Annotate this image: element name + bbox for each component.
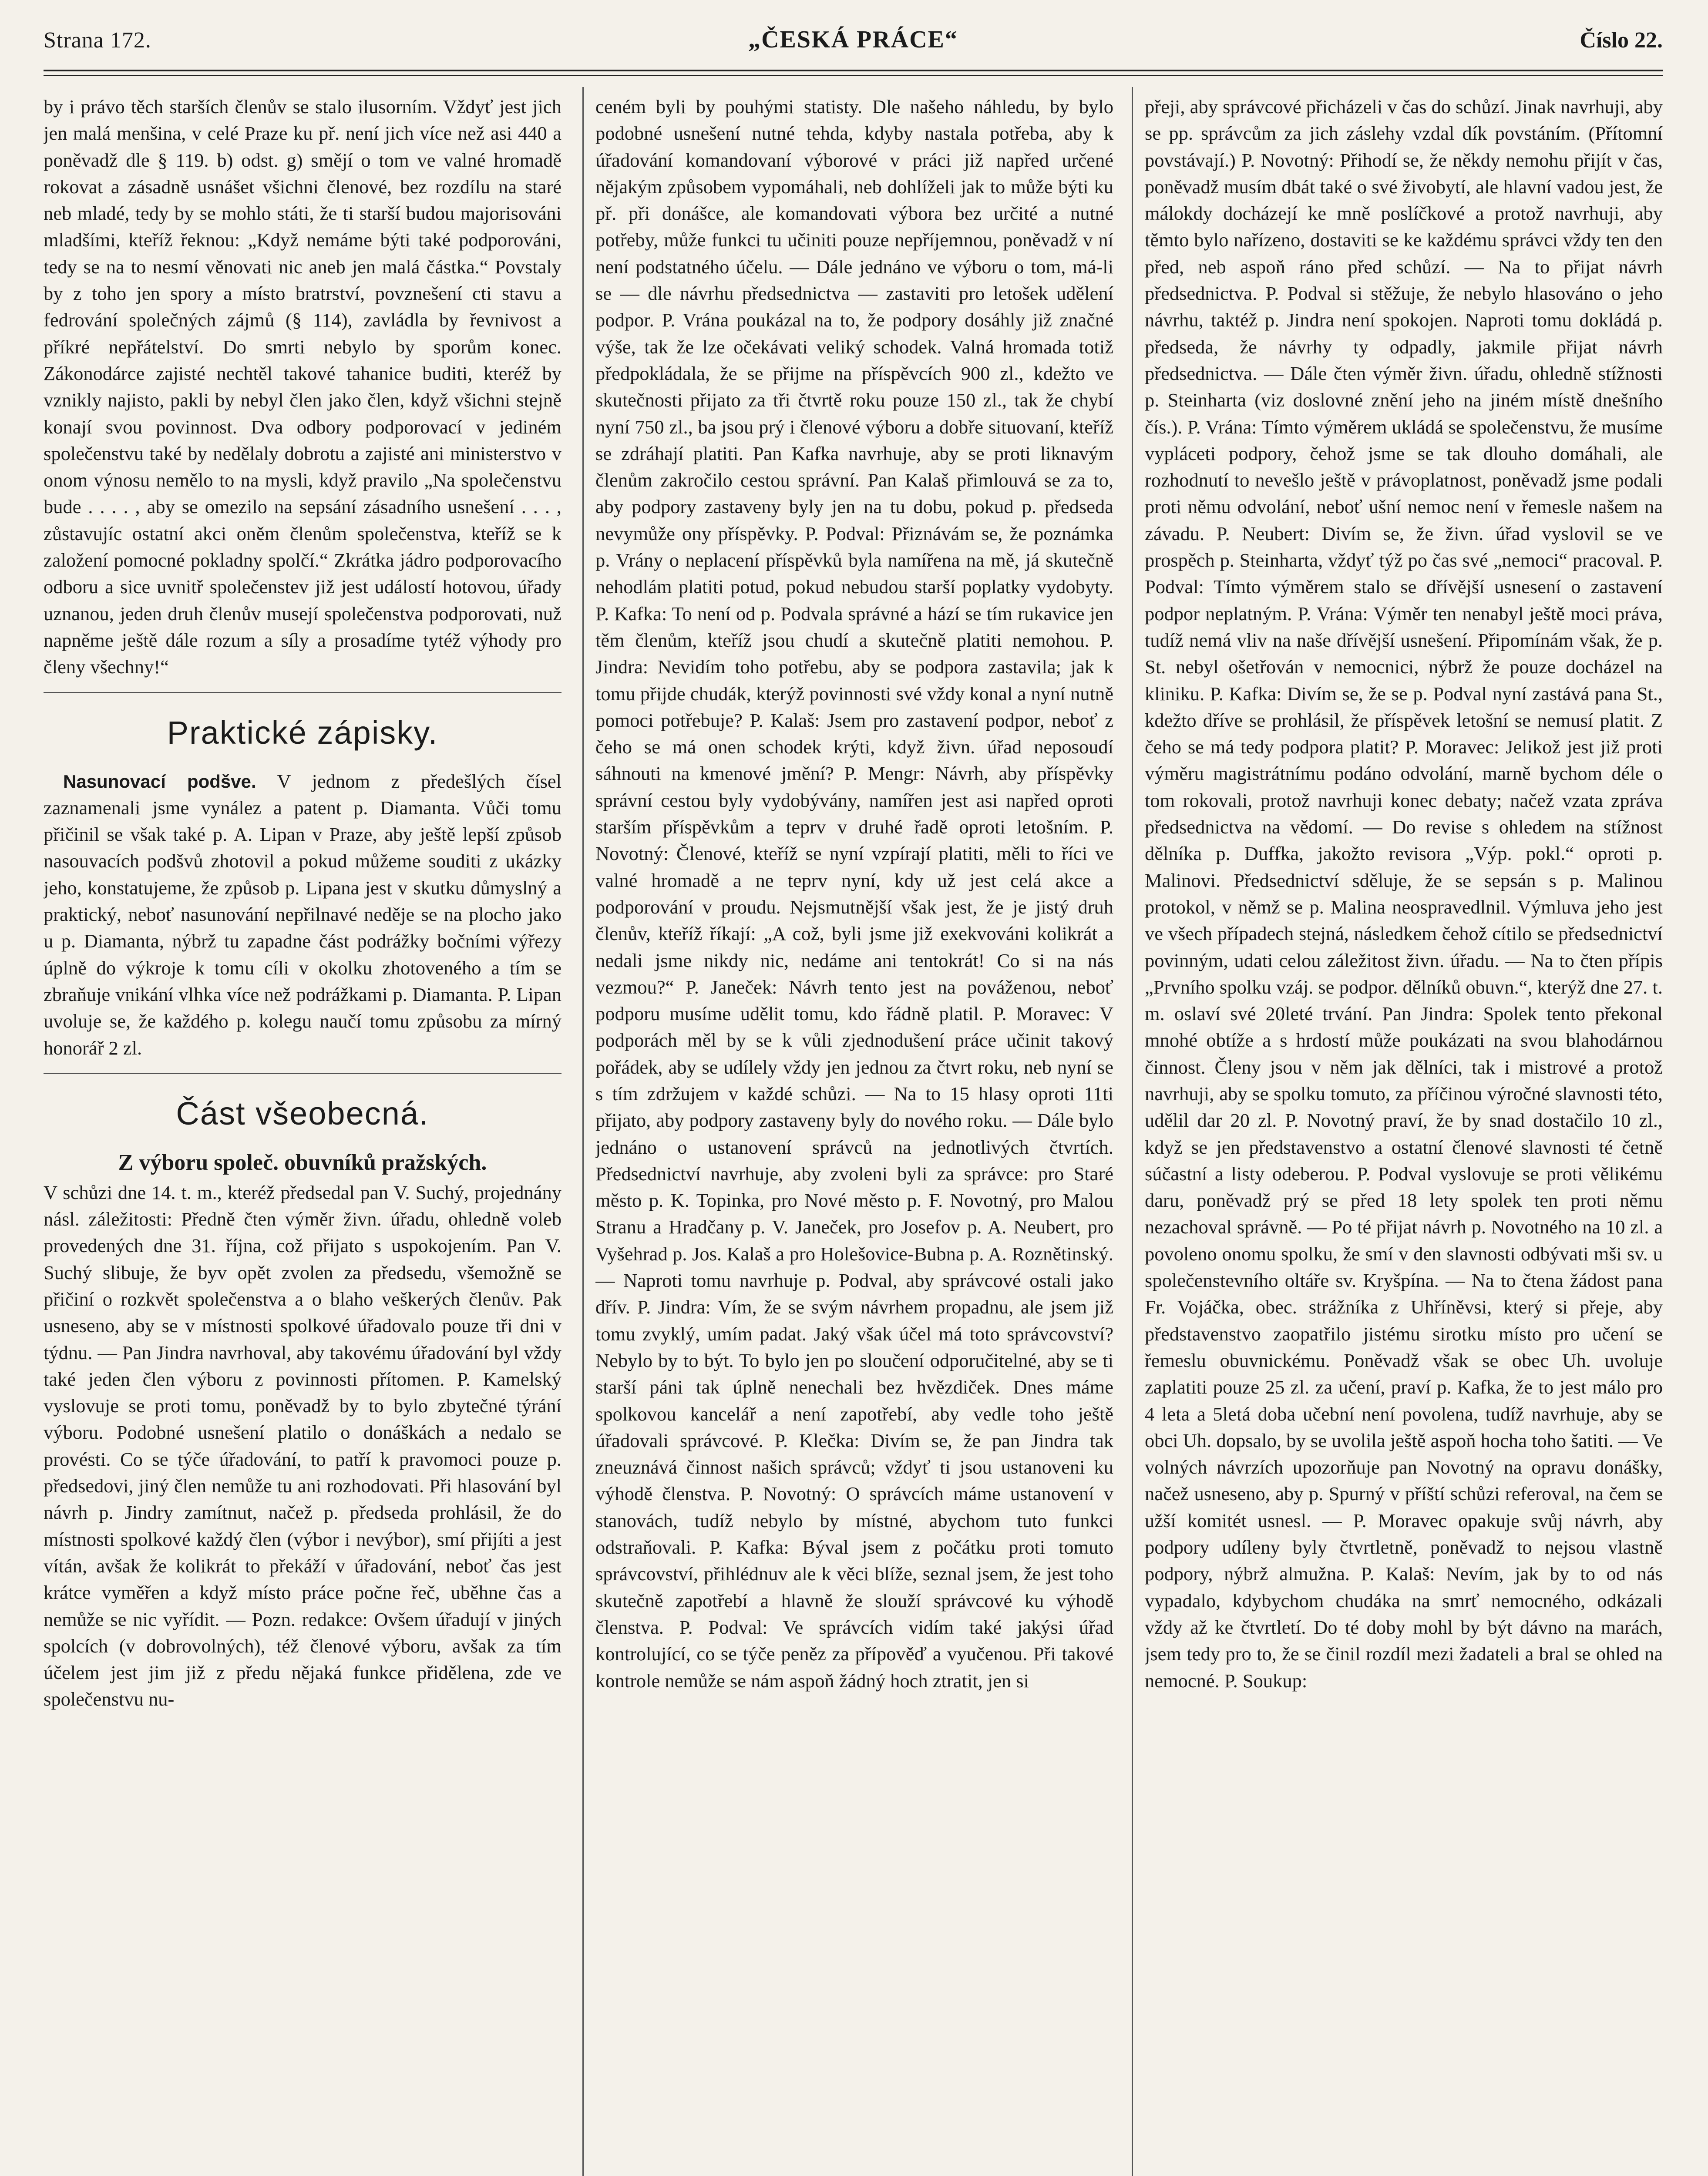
header-rule-thick	[44, 70, 1663, 71]
report-subtitle: Z výboru společ. obuvníků pražských.	[118, 1150, 487, 1175]
section-divider	[44, 692, 561, 693]
section-divider	[44, 1073, 561, 1074]
report-paragraph: V schůzi dne 14. t. m., kteréž předsedal pan V. Suchý, projednány násl. záležitosti: Předně čten výměr živn. úřadu, ohledně voleb provedených dne 31. října, což přijato s uspokojením. Pan V. Suchý slibuje, že byv opět zvolen za předsedu, všemožně se přičiní o rozkvět společenstva a o blaho veškerých členův. Pak usneseno, aby se v místnosti spolkové úřadovalo pouze tři dni v týdnu. — Pan Jindra navrhoval, aby takovému úřadování byl vždy také jeden člen výboru z povinnosti přítomen. P. Kamelský vyslovuje se proti tomu, poněvadž by to bylo zbytečné týrání výboru. Podobné usnešení platilo o donáškách a nedalo se provésti. Co se týče úřadování, to patří k pravomoci pouze p. předsedovi, jiný člen nemůže tu ani rozhodovati. Při hlasování byl návrh p. Jindry zamítnut, načež p. předseda prohlásil, že do místnosti spolkové každý člen (výbor i nevýbor), smí přijíti a jest vítán, avšak že kolikrát to překáží v úřadování, neboť čas jest krátce vyměřen a když místo práce počne řeč, uběhne čas a nemůže se nic vyřídit. — Pozn. redakce: Ovšem úřadují v jiných spolcích (v dobrovolných), též členové výboru, avšak za tím účelem jest jim již z předu nějaká funkce přidělena, zde ve společenstvu nu-	[44, 1181, 561, 1710]
report-continuation: přeji, aby správcové přicházeli v čas do schůzí. Jinak navrhuji, aby se pp. správcům za jich záslehy vzdal dík povstáním. (Přítomní povstávají.) P. Novotný: Přihodí se, že někdy nemohu přijít v čas, poněvadž musím dbát také o své živobytí, ale hlavní vadou jest, že málokdy docházejí ke mně poslíčkové a protož navrhuji, aby těmto bylo nařízeno, dostaviti se ke každému správci vždy ten den před, neb aspoň ráno před schůzí. — Na to přijat návrh předsednictva. P. Podval si stěžuje, že nebylo hlasováno o jeho návrhu, taktéž p. Jindra není spokojen. Naproti tomu dokládá p. předseda, že návrhy ty odpadly, jakmile přijat návrh předsednictva. — Dále čten výměr živn. úřadu, ohledně stížnosti p. Steinharta (viz doslovné znění jeho na jiném místě dnešního čís.). P. Vrána: Tímto výměrem ukládá se společenstvu, že musíme vypláceti podpory, čehož jsme se tak dlouho domáhali, ale rozhodnutí to nevešlo ještě v právoplatnost, poněvadž jsme podali proti němu odvolání, neboť ušní nemoc není v řemesle našem na závadu. P. Neubert: Divím se, že živn. úřad vyslovil se ve prospěch p. Steinharta, vždyť týž po čas své „nemoci“ pracoval. P. Podval: Tímto výměrem stalo se dřívější usnesení o zastavení podpor neplatným. P. Vrána: Výměr ten nenabyl ještě moci práva, tudíž nemá vliv na naše dřívější usnešení. Připomínám však, že p. St. nebyl ošetřován v nemocnici, nýbrž že pouze docházel na kliniku. P. Kafka: Divím se, že se p. Podval nyní zastává pana St., kdežto dříve se prohlásil, že příspěvek letošní se nemusí platit. Z čeho se má tedy podpora platit? P. Moravec: Jelikož jest již proti výměru magistrátnímu podáno odvolání, marně bychom déle o tom rokovali, protož navrhuji konec debaty; načež vzata zpráva předsednictva na vědomí. — Do revise s ohledem na stížnost dělníka p. Duffka, jakožto revisora „Výp. pokl.“ oproti p. Malinovi. Předsednictví sděluje, že se sepsán s p. Malinou protokol, v němž se p. Malina neospravedlnil. Výmluva jeho jest ve všech případech stejná, následkem čehož cítilo se předsednictví povinným, udati celou záležitost živn. úřadu. — Na to čten přípis „Prvního spolku vzáj. se podpor. dělníků obuvn.“, kterýž dne 27. t. m. oslaví své 20leté trvání. Pan Jindra: Spolek tento překonal mnohé obtíže a s hrdostí může poukázati na svou blahodárnou činnost. Členy jsou v něm jak dělníci, tak i mistrové a protož navrhuji, aby se spolku tomuto, za příčinou výročné slavnosti této, udělil dar 20 zl. P. Novotný praví, že by snad dostačilo 10 zl., když se jen představenstvo a ostatní členové slavnosti té četně súčastní a listy odeberou. P. Podval vyslovuje se proti vělikému daru, poněvadž prý se před 18 lety spolek ten proti němu nezachoval správně. — Po té přijat návrh p. Novotného na 10 zl. a povoleno onomu spolku, že smí v den slavnosti odbývati mši sv. u společenstevního oltáře sv. Kryšpína. — Na to čtena žádost pana Fr. Vojáčka, obec. strážníka z Uhříněvsi, který si přeje, aby představenstvo zaopatřilo jistému sirotku místo pro učení se řemeslu obuvnickému. Poněvadž však se obec Uh. uvoluje zaplatiti pouze 25 zl. za učení, praví p. Kafka, že to jest málo pro 4 leta a 5letá doba učební není povolena, tudíž navrhuje, aby se obci Uh. dopsalo, by se uvolila ještě aspoň hocha toho šatiti. — Ve volných návrzích upozorňuje pan Novotný na opravu donášky, načež usneseno, aby p. Spurný v příští schůzi referoval, na čem se užší komitét usnesl. — P. Moravec opakuje svůj návrh, aby podpory udíleny byly čtvrtletně, poněvadž to nejsou vlastně podpory, nýbrž almužna. P. Kalaš: Nevím, jak by to od nás vypadalo, kdybychom chudáka na smrť nemocného, odkázali vždy až ke čtvrtletí. Do té doby mohl by být dávno na marách, jsem tedy pro to, že se činil rozdíl mezi žadateli a bral se ohled na nemocné. P. Soukup:	[1145, 96, 1663, 1692]
issue-number: Číslo 22.	[1580, 28, 1663, 53]
article-continuation: by i právo těch starších členův se stalo ilusorním. Vždyť jest jich jen malá menšina, v celé Praze ku př. není jich více než asi 440 a poněvadž dle § 119. b) odst. g) smějí o tom ve valné hromadě rokovat a zásadně usnášet všichni členové, bez rozdílu na staré neb mladé, tedy by se mohlo státi, že ti starší budou majorisováni mladšími, kteříž řeknou: „Když nemáme býti také podporováni, tedy se na to nesmí věnovati nic aneb jen malá částka.“ Povstaly by z toho jen spory a místo bratrství, povznešení cti stavu a fedrování společných zájmů (§ 114), zavládla by řevnivost a příkré nepřátelství. Do smrti nebylo by sporům konec. Zákonodárce zajisté nechtěl takové tahanice buditi, kteréž by vznikly najisto, pakli by nebyl člen jako člen, když všichni stejně konají svou povinnost. Dva odbory podporovací v jediném společenstvu také by nedělaly dobrotu a zajisté ani ministerstvo v onom výnosu nemělo to na mysli, když pravilo „Na společenstvu bude . . . . , aby se omezilo na sepsání zásadního usnešení . . . , zůstavujíc ostatní akci oněm členům společenstva, kteříž se k založení pomocné pokladny spolčí.“ Zkrátka jádro podporovacího odboru a sice uvnitř společenstev již jest událostí hotovou, úřady uznanou, jeden druh členův musejí společenstva podporovati, nuž napněme ještě dále rozum a síly a prosadíme tytéž výhody pro členy všechny!“	[44, 96, 561, 678]
practical-note-text: V jednom z předešlých čísel zaznamenali jsme vynález a patent p. Diamanta. Vůči tomu přičinil se však také p. A. Lipan v Praze, aby ještě lepší způsob nasouvacích podšvů zhotovil a pokud můžeme souditi z ukázky jeho, konstatujeme, že způsob p. Lipana jest v skutku důmyslný a praktický, neboť nasunování nepřilnavé neděje se na plocho jako u p. Diamanta, nýbrž tu zapadne část podrážky bočními výřezy úplně do výkroje k tomu cíli v okolku zhotoveného a tím se zbraňuje vnikání vlhka více než podrážkami p. Diamanta. P. Lipan uvoluje se, že každého p. kolegu naučí tomu způsobu za mírný honorář 2 zl.	[44, 770, 561, 1059]
report-continuation: ceném byli by pouhými statisty. Dle našeho náhledu, by bylo podobné usnešení nutné tehda, kdyby nastala potřeba, aby k úřadování komandovaní výborové v práci již napřed určené nějakým způsobem vypomáhali, neb dohlíželi jak to může býti ku př. při donášce, ale komandovati výbora bez určité a nutné potřeby, může funkci tu učiniti pouze nepříjemnou, poněvadž v ní není podstatného účelu. — Dále jednáno ve výboru o tom, má-li se — dle návrhu předsednictva — zastaviti pro letošek udělení podpor. P. Vrána poukázal na to, že podpory dosáhly již značné výše, tak že lze očekávati veliký schodek. Valná hromada totiž předpokládala, že se přijme na příspěvcích 900 zl., kdežto ve skutečnosti přijato za tři čtvrtě roku pouze 150 zl., tak že chybí nyní 750 zl., ba jsou prý i členové výboru a dobře situovaní, kteříž se zdráhají platiti. Pan Kafka navrhuje, aby se proti liknavým členům zakročilo cestou správní. Pan Kalaš přimlouvá se za to, aby podpory zastaveny byly jen na tu dobu, pokud p. předseda nevymůže ony příspěvky. P. Podval: Přiznávám se, že poznámka p. Vrány o neplacení příspěvků byla namířena na mě, já skutečně nehodlám platiti potud, pokud nebudou starší poplatky vydobyty. P. Kafka: To není od p. Podvala správné a hází se tím rukavice jen těm členům, kteříž jsou chudí a skutečně platiti nemohou. P. Jindra: Nevidím toho potřebu, aby se podpora zastavila; jak k tomu přijde chudák, kterýž povinnosti své vždy konal a nyní nutně pomoci potřebuje? P. Kalaš: Jsem pro zastavení podpor, neboť z čeho se má onen schodek krýti, když živn. úřad neposoudí sáhnouti na kmenové jmění? P. Mengr: Návrh, aby příspěvky správní cestou byly vydobývány, namířen jest asi napřed oproti starším příspěvkům a teprv v druhé řadě oproti letošním. P. Novotný: Členové, kteříž se nyní vzpírají platiti, měli to říci ve valné hromadě a ne teprv nyní, kdy už jest celá akce a podporování v proudu. Nejsmutnější však jest, že je jistý druh členův, kteříž říkají: „A což, byli jsme již exekvováni kolikrát a nedali jsme nikdy nic, nedáme ani tentokrát! Co si na nás vezmou?“ P. Janeček: Návrh tento jest na pováženou, neboť podporu musíme udělit tomu, kdo řádně platil. P. Moravec: V podporách měl by se k vůli zjednodušení práce učinit takový pořádek, aby se udílely vždy jen jednou za čtvrt roku, neb nyní se s tím zdržujem v každé schůzi. — Na to 15 hlasy oproti 11ti přijato, aby podpory zastaveny byly do nového roku. — Dále bylo jednáno o ustanovení správců na jednotlivých čtvrtích. Předsednictví navrhuje, aby zvoleni byli za správce: pro Staré město p. K. Topinka, pro Nové město p. F. Novotný, pro Malou Stranu a Hradčany p. V. Janeček, pro Josefov p. A. Neubert, pro Vyšehrad p. Jos. Kalaš a pro Holešovice-Bubna p. A. Roznětinský. — Naproti tomu navrhuje p. Podval, aby správcové ostali jako dřív. P. Jindra: Vím, že se svým návrhem propadnu, ale jsem již tomu zvyklý, umím padat. Jaký však účel má toto správcovství? Nebylo by to být. To bylo jen po sloučení odporučitelné, aby se ti starší páni tak úplně nenechali bez hvězdiček. Dnes máme spolkovou kancelář a není zapotřebí, aby vedle toho ještě úřadovali správcové. P. Klečka: Divím se, že pan Jindra tak zneuznává činnost našich správců; vždyť ti jsou ustanoveni ku výhodě členstva. P. Novotný: O správcích máme ustanovení v stanovách, tudíž nebylo by místné, abychom tuto funkci odstraňovali. P. Kafka: Býval jsem z počátku proti tomuto správcovství, přihlédnuv ale k věci blíže, seznal jsem, že jest toho skutečně zapotřebí a hlavně že slouží správcové ku výhodě členstva. P. Podval: Ve správcích vidím také jakýsi úřad kontrolující, co se týče peněz za přípověď a vyučenou. Při takové kontrole nemůže se nám aspoň žádný hoch ztratit, jen si	[595, 96, 1113, 1692]
page-number: Strana 172.	[44, 28, 151, 53]
journal-title: „ČESKÁ PRÁCE“	[748, 26, 958, 53]
column-divider	[582, 87, 584, 2176]
column-2	[595, 94, 1113, 2176]
column-1	[44, 94, 561, 2176]
section-title-practical-notes: Praktické zápisky.	[167, 714, 438, 751]
header-rule-thin	[44, 75, 1663, 76]
practical-note-lead: Nasunovací podšve.	[63, 771, 256, 792]
practical-note-paragraph	[44, 768, 561, 1061]
section-title-general: Část všeobecná.	[176, 1095, 429, 1132]
column-3	[1145, 94, 1663, 2176]
running-header	[44, 24, 1663, 63]
column-divider	[1132, 87, 1133, 2176]
